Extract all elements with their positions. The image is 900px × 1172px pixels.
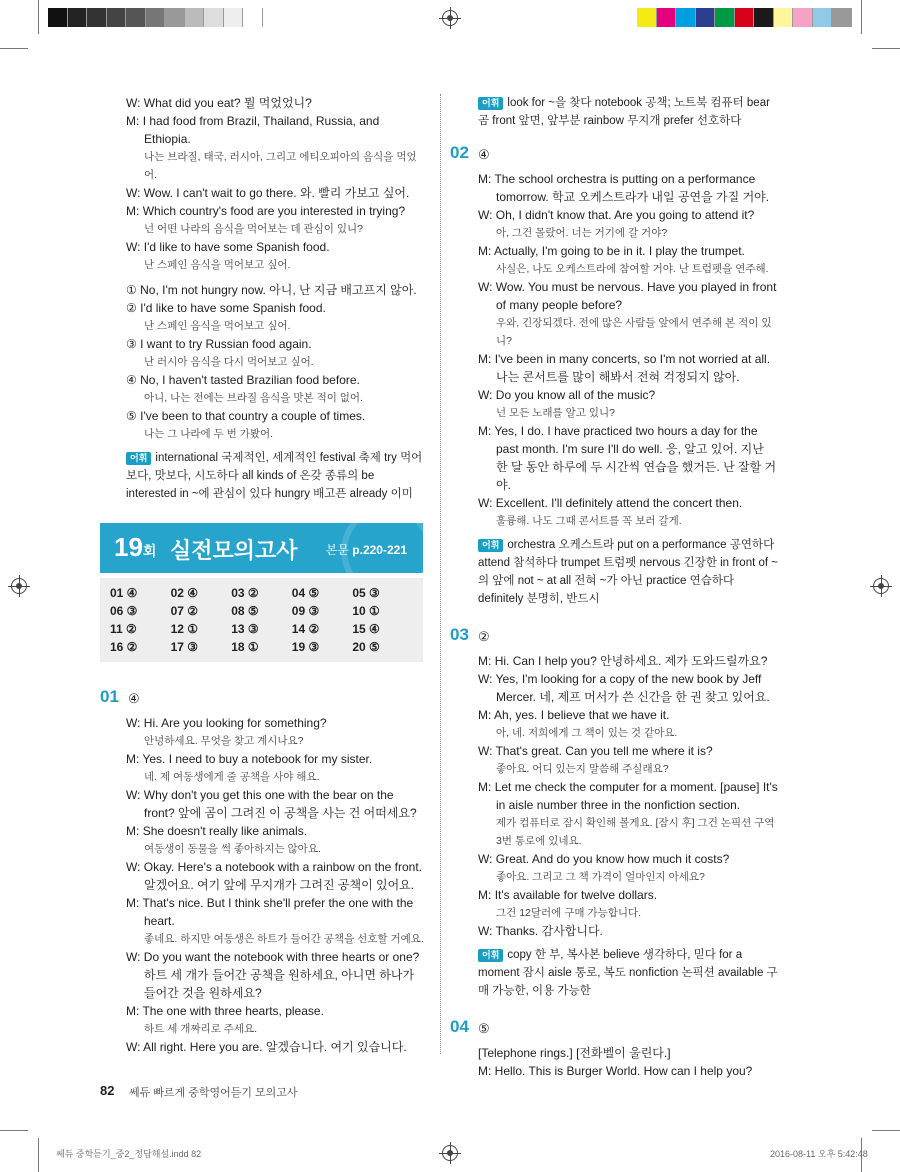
speaker: M:	[126, 114, 140, 128]
crop-mark	[38, 1138, 39, 1172]
dialogue-line: [Telephone rings.] [전화벨이 울린다.]	[478, 1046, 671, 1060]
speaker: W:	[478, 924, 493, 938]
question-answer: ④	[478, 147, 490, 162]
answer-key-cell: 07 ②	[170, 604, 199, 618]
question-number: 02	[450, 143, 469, 162]
answer-key-cell: 02 ④	[170, 586, 199, 600]
line-text: Wow. You must be nervous. Have you played in front of many people before?	[495, 280, 777, 312]
translation: 네. 제 여동생에게 줄 공책을 사야 해요.	[144, 771, 320, 783]
translation: 여동생이 동물을 썩 좋아하지는 않아요.	[144, 843, 321, 855]
vocab-tag: 어휘	[478, 539, 503, 552]
translation: 나는 그 나라에 두 번 가봤어.	[144, 428, 274, 440]
line-text: The one with three hearts, please.	[142, 1004, 324, 1018]
banner-title: 실전모의고사	[170, 538, 298, 563]
test-banner	[100, 523, 423, 573]
speaker: W:	[126, 716, 141, 730]
line-text: She doesn't really like animals.	[142, 824, 308, 838]
answer-key-cell: 03 ②	[231, 586, 259, 600]
option-text: No, I'm not hungry now. 아니, 난 지금 배고프지 않아.	[140, 283, 417, 297]
dialogue-line	[126, 750, 424, 768]
option-number: ②	[126, 301, 137, 315]
line-text: Okay. Here's a notebook with a rainbow on the front. 알겠어요. 여기 앞에 무지개가 그려진 공책이 있어요.	[143, 860, 423, 892]
dialogue-line	[478, 278, 778, 314]
line-text: I've been in many concerts, so I'm not worried at all. 나는 콘서트를 많이 해봐서 전혀 걱정되지 않아.	[494, 352, 771, 384]
line-text: Let me check the computer for a moment. [pause] It's in aisle number three in the nonfiction section.	[494, 780, 778, 812]
line-text: Excellent. I'll definitely attend the concert then.	[495, 496, 743, 510]
dialogue-line	[126, 894, 424, 930]
dialogue-line	[126, 1002, 424, 1020]
crop-mark	[861, 0, 862, 34]
dialogue-line	[478, 386, 778, 404]
translation: 좋아요. 어디 있는지 말씀해 주실래요?	[496, 763, 669, 775]
speaker: W:	[478, 744, 493, 758]
speaker: M:	[126, 896, 140, 910]
option-text: I've been to that country a couple of times.	[140, 409, 366, 423]
page-number: 82	[100, 1083, 115, 1098]
option-number: ④	[126, 373, 137, 387]
line-text: Yes, I'm looking for a copy of the new book by Jeff Mercer. 네, 제프 머서가 쓴 신간을 한 권 찾고 있어요.	[495, 672, 770, 704]
question-answer: ⑤	[478, 1021, 490, 1036]
answer-key-cell: 12 ①	[170, 622, 199, 636]
book-title: 쎄듀 빠르게 중학영어듣기 모의고사	[129, 1087, 298, 1099]
speaker: W:	[126, 1040, 141, 1054]
speaker: W:	[478, 852, 493, 866]
translation: 하트 세 개짜리로 주세요.	[144, 1023, 258, 1035]
registration-mark-right	[873, 578, 889, 594]
answer-key-cell: 16 ②	[110, 640, 138, 654]
translation: 아, 그건 몰랐어. 너는 거기에 갈 거야?	[496, 227, 668, 239]
speaker: W:	[126, 860, 141, 874]
line-text: What did you eat? 뭘 먹었었니?	[143, 96, 312, 110]
vocab-box-02	[478, 536, 778, 608]
slug-filename: 쎄듀 중학듣기_중2_정답해설.indd 82	[56, 1149, 202, 1159]
translation: 훌륭해. 나도 그때 콘서트를 꼭 보러 갈게.	[496, 515, 682, 527]
line-text: Yes, I do. I have practiced two hours a day for the past month. I'm sure I'll do well. 응, 알고 있어. 지난 한 달 동안 하루에 두 시간씩 연습을 했거든. 난 잘할 거야.	[494, 424, 777, 492]
line-text: Oh, I didn't know that. Are you going to attend it?	[495, 208, 755, 222]
answer-key-cell: 19 ③	[291, 640, 320, 654]
registration-mark-top	[442, 10, 458, 26]
translation: 좋네요. 하지만 여동생은 하트가 들어간 공책을 선호할 거예요.	[144, 933, 424, 945]
dialogue-line	[478, 652, 778, 670]
dialogue-line	[126, 822, 424, 840]
line-text: I had food from Brazil, Thailand, Russia, and Ethiopia.	[142, 114, 380, 146]
option-item	[126, 299, 424, 317]
dialogue-line	[126, 714, 424, 732]
answer-key-cell: 06 ③	[110, 604, 138, 618]
line-text: Hi. Can I help you? 안녕하세요. 제가 도와드릴까요?	[494, 654, 768, 668]
option-text: I'd like to have some Spanish food.	[140, 301, 326, 315]
translation: 좋아요. 그리고 그 책 가격이 얼마인지 아세요?	[496, 871, 705, 883]
line-text: That's great. Can you tell me where it is?	[495, 744, 713, 758]
dialogue-line	[478, 850, 778, 868]
crop-mark	[872, 48, 900, 49]
line-text: Why don't you get this one with the bear on the front? 앞에 곰이 그려진 이 공책을 사는 건 어떠세요?	[143, 788, 417, 820]
vocab-text: orchestra 오케스트라 put on a performance 공연하다 attend 참석하다 trumpet 트럼펫 nervous 긴장한 in front of ~의 앞에 not ~ at all 전혀 ~가 아닌 practice 연습하다 definitely 분명히, 반드시	[478, 539, 778, 605]
option-text: No, I haven't tasted Brazilian food before.	[140, 373, 360, 387]
line-text: That's nice. But I think she'll prefer the one with the heart.	[142, 896, 414, 928]
speaker: W:	[478, 496, 493, 510]
speaker: M:	[478, 654, 492, 668]
registration-mark-left	[11, 578, 27, 594]
answer-key-cell: 11 ②	[110, 622, 137, 636]
line-text: It's available for twelve dollars.	[494, 888, 658, 902]
dialogue-line	[478, 350, 778, 386]
answer-key-cell: 18 ①	[231, 640, 259, 654]
dialogue-02	[478, 170, 778, 530]
question-answer: ②	[478, 629, 490, 644]
translation: 난 러시아 음식을 다시 먹어보고 싶어.	[144, 356, 314, 368]
speaker: W:	[478, 388, 493, 402]
line-text: Do you want the notebook with three hearts or one? 하트 세 개가 들어간 공책을 원하세요, 아니면 하나가 들어간 것을 원하세요?	[143, 950, 420, 1000]
answer-key-cell: 05 ③	[352, 586, 380, 600]
dialogue-line	[478, 922, 778, 940]
answer-key-cell: 15 ④	[352, 622, 380, 636]
dialogue-line	[126, 184, 424, 202]
speaker: M:	[126, 824, 140, 838]
speaker: M:	[478, 888, 492, 902]
dialogue-line	[478, 742, 778, 760]
grayscale-bar	[48, 8, 263, 27]
dialogue-line	[478, 206, 778, 224]
answer-key-cell: 20 ⑤	[352, 640, 380, 654]
slug-timestamp: 2016-08-11 오후 5:42:48	[770, 1149, 868, 1159]
dialogue-line	[478, 242, 778, 260]
question-number: 03	[450, 625, 469, 644]
dialogue-line	[478, 706, 778, 724]
banner-number: 19회	[114, 532, 157, 562]
speaker: M:	[478, 424, 492, 438]
dialogue-line	[126, 94, 424, 112]
crop-mark	[872, 1130, 900, 1131]
speaker: M:	[126, 204, 140, 218]
translation: 제가 컴퓨터로 잠시 확인해 볼게요. [잠시 후] 그건 논픽션 구역 3번 통로에 있네요.	[496, 817, 775, 847]
answer-key-cell: 09 ③	[291, 604, 320, 618]
answer-key-cell: 14 ②	[291, 622, 320, 636]
line-text: Do you know all of the music?	[495, 388, 656, 402]
speaker: W:	[126, 96, 141, 110]
dialogue-line	[478, 494, 778, 512]
translation: 아, 네. 저희에게 그 책이 있는 것 같아요.	[496, 727, 678, 739]
line-text: The school orchestra is putting on a performance tomorrow. 학교 오케스트라가 내일 공연을 가질 거야.	[494, 172, 770, 204]
question-number: 01	[100, 687, 119, 706]
speaker: W:	[126, 186, 141, 200]
dialogue-01	[126, 714, 424, 1056]
vocab-tag: 어휘	[478, 949, 503, 962]
answer-key-cell: 10 ①	[352, 604, 380, 618]
dialogue-line	[126, 786, 424, 822]
option-number: ⑤	[126, 409, 137, 423]
vocab-text: copy 한 부, 복사본 believe 생각하다, 믿다 for a moment 잠시 aisle 통로, 복도 nonfiction 논픽션 available 구매 가능한, 이용 가능한	[478, 949, 778, 997]
banner-page-ref: 본문 p.220-221	[325, 543, 407, 557]
vocab-text: international 국제적인, 세계적인 festival 축제 try 먹어보다, 맛보다, 시도하다 all kinds of 온갖 종류의 be interested in ~에 관심이 있다 hungry 배고픈 already 이미	[126, 452, 423, 500]
line-text: Great. And do you know how much it costs?	[495, 852, 730, 866]
option-number: ①	[126, 283, 137, 297]
speaker: M:	[126, 1004, 140, 1018]
dialogue-line	[126, 858, 424, 894]
line-text: Ah, yes. I believe that we have it.	[494, 708, 670, 722]
dialogue-line	[126, 1038, 424, 1056]
answer-key	[100, 578, 423, 662]
line-text: Wow. I can't wait to go there. 와. 빨리 가보고 싶어.	[143, 186, 410, 200]
speaker: W:	[478, 280, 493, 294]
line-text: I'd like to have some Spanish food.	[143, 240, 330, 254]
crop-mark	[0, 1130, 28, 1131]
dialogue-line	[126, 112, 424, 148]
translation: 넌 어떤 나라의 음식을 먹어보는 데 관심이 있니?	[144, 223, 363, 235]
option-item	[126, 407, 424, 425]
answer-key-cell: 08 ⑤	[231, 604, 259, 618]
option-number: ③	[126, 337, 137, 351]
dialogue-line: M: Hello. This is Burger World. How can I help you?	[478, 1064, 753, 1078]
left-column	[126, 94, 424, 503]
registration-mark-bottom	[442, 1145, 458, 1161]
question-number: 04	[450, 1017, 469, 1036]
dialogue-line	[126, 948, 424, 1002]
translation: 아니, 나는 전에는 브라질 음식을 맛본 적이 없어.	[144, 392, 363, 404]
line-text: Thanks. 감사합니다.	[495, 924, 603, 938]
speaker: W:	[126, 240, 141, 254]
line-text: Hi. Are you looking for something?	[143, 716, 327, 730]
vocab-box-previous	[126, 449, 424, 503]
vocab-box-01	[478, 94, 778, 130]
answer-key-cell: 17 ③	[170, 640, 199, 654]
column-divider	[440, 94, 441, 1054]
dialogue-line	[478, 422, 778, 494]
left-column-lower	[100, 684, 424, 1056]
line-text: All right. Here you are. 알겠습니다. 여기 있습니다.	[143, 1040, 407, 1054]
dialogue-line	[478, 670, 778, 706]
speaker: M:	[478, 708, 492, 722]
dialogue-line	[478, 170, 778, 206]
dialogue-previous	[126, 94, 424, 274]
speaker: M:	[478, 780, 492, 794]
speaker: W:	[478, 672, 493, 686]
speaker: M:	[478, 244, 492, 258]
answer-key-cell: 04 ⑤	[291, 586, 320, 600]
option-text: I want to try Russian food again.	[140, 337, 312, 351]
translation: 그건 12달러에 구매 가능합니다.	[496, 907, 642, 919]
translation: 나는 브라질, 태국, 러시아, 그리고 에티오피아의 음식을 먹었어.	[144, 151, 417, 181]
speaker: W:	[126, 950, 141, 964]
question-header-01	[100, 684, 424, 714]
line-text: Actually, I'm going to be in it. I play the trumpet.	[494, 244, 745, 258]
speaker: M:	[478, 172, 492, 186]
answer-key-cell: 13 ③	[231, 622, 259, 636]
question-header-04	[450, 1014, 778, 1044]
crop-mark	[38, 0, 39, 34]
translation: 난 스페인 음식을 먹어보고 싶어.	[144, 259, 291, 271]
option-item	[126, 335, 424, 353]
speaker: M:	[126, 752, 140, 766]
dialogue-line	[478, 886, 778, 904]
translation: 우와, 긴장되겠다. 전에 많은 사람들 앞에서 연주해 본 적이 있니?	[496, 317, 772, 347]
speaker: M:	[478, 352, 492, 366]
speaker: W:	[478, 208, 493, 222]
answer-key-cell: 01 ④	[110, 586, 138, 600]
right-column	[450, 94, 778, 1080]
dialogue-03	[478, 652, 778, 940]
translation: 사실은, 나도 오케스트라에 참여할 거야. 난 트럼펫을 연주해.	[496, 263, 769, 275]
vocab-tag: 어휘	[478, 97, 503, 110]
translation: 안녕하세요. 무엇을 찾고 계시나요?	[144, 735, 304, 747]
question-header-02	[450, 140, 778, 170]
line-text: Yes. I need to buy a notebook for my sister.	[142, 752, 373, 766]
crop-mark	[0, 48, 28, 49]
color-bar	[637, 8, 852, 27]
vocab-tag: 어휘	[126, 452, 151, 465]
line-text: Which country's food are you interested in trying?	[142, 204, 406, 218]
answer-options	[126, 281, 424, 443]
dialogue-line	[478, 778, 778, 814]
vocab-text: look for ~을 찾다 notebook 공책; 노트북 컴퓨터 bear 곰 front 앞면, 앞부분 rainbow 무지개 prefer 선호하다	[478, 97, 770, 127]
option-item	[126, 281, 424, 299]
vocab-box-03	[478, 946, 778, 1000]
dialogue-line	[126, 238, 424, 256]
speaker: W:	[126, 788, 141, 802]
dialogue-line	[126, 202, 424, 220]
translation: 넌 모든 노래를 알고 있니?	[496, 407, 615, 419]
question-answer: ④	[128, 691, 140, 706]
option-item	[126, 371, 424, 389]
translation: 난 스페인 음식을 먹어보고 싶어.	[144, 320, 291, 332]
question-header-03	[450, 622, 778, 652]
